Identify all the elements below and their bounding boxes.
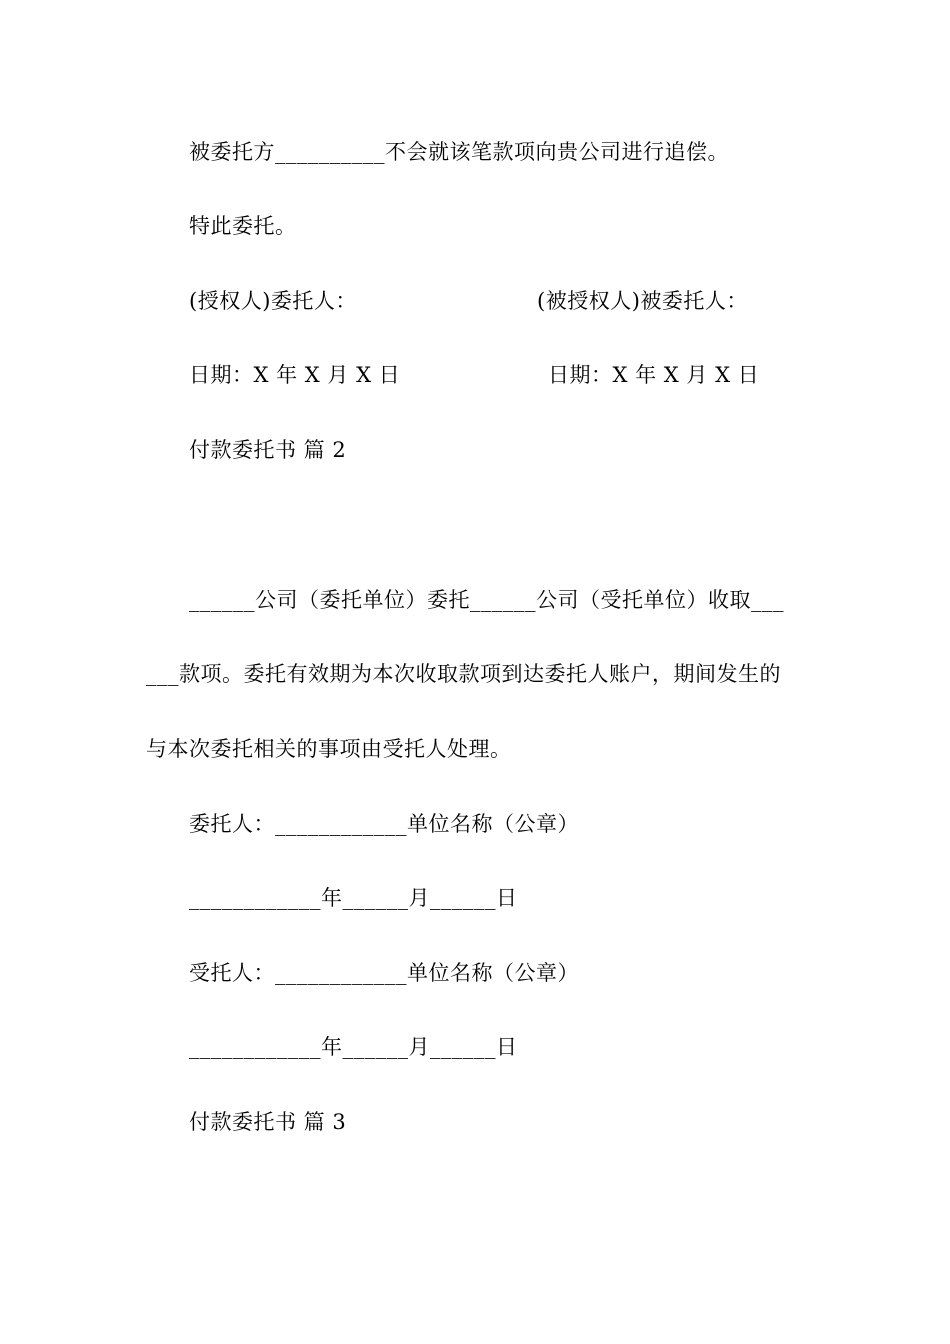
paragraph-line-1: ______公司（委托单位）委托______公司（受托单位）收取___	[189, 588, 784, 612]
entrusted-party-signature: 受托人：____________单位名称（公章）	[189, 961, 579, 985]
entrusting-party-signature: 委托人：____________单位名称（公章）	[189, 812, 579, 836]
paragraph-line-2: ___款项。委托有效期为本次收取款项到达委托人账户，期间发生的	[146, 662, 781, 686]
clause-no-recourse: 被委托方__________不会就该笔款项向贵公司进行追偿。	[189, 140, 729, 164]
entrusted-party-date: ____________年______月______日	[189, 1035, 518, 1059]
entrusting-party-date: ____________年______月______日	[189, 886, 518, 910]
authorized-date: 日期：X 年 X 月 X 日	[548, 363, 760, 387]
authorizer-date: 日期：X 年 X 月 X 日	[189, 363, 401, 387]
closing-statement: 特此委托。	[189, 214, 297, 238]
section-heading-3: 付款委托书 篇 3	[189, 1110, 347, 1134]
section-heading-2: 付款委托书 篇 2	[189, 438, 347, 462]
authorized-label: (被授权人)被委托人：	[537, 289, 748, 313]
paragraph-line-3: 与本次委托相关的事项由受托人处理。	[146, 737, 512, 761]
authorizer-label: (授权人)委托人：	[189, 289, 357, 313]
